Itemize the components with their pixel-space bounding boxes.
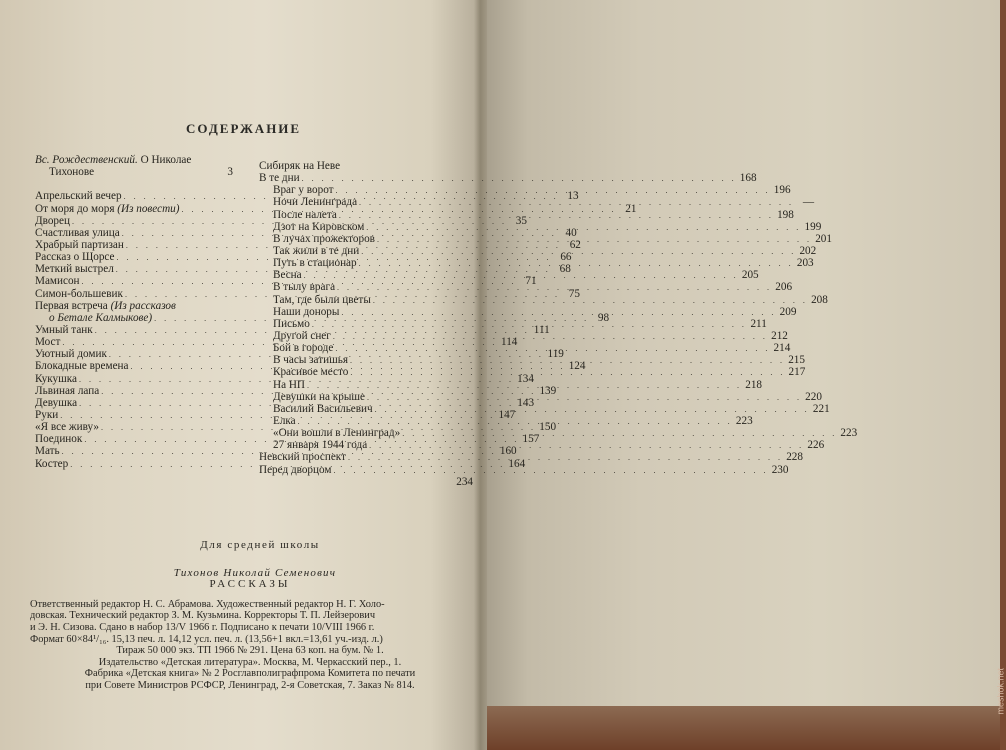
toc-entry-title-text: Враг у ворот xyxy=(273,184,334,197)
toc-entry-title-text: Счастливая улица xyxy=(35,226,120,239)
toc-entry-page: 205 xyxy=(741,269,759,282)
toc-entry-title xyxy=(259,233,375,245)
toc-entry-title xyxy=(35,166,94,178)
toc-entry-title xyxy=(259,281,335,293)
toc-entry-page: 203 xyxy=(796,257,814,270)
toc-entry-title xyxy=(35,215,70,227)
toc-entry-title xyxy=(259,196,357,208)
toc-entry-title xyxy=(35,288,123,300)
toc-entry-page: 3 xyxy=(227,166,233,179)
toc-entry-page: 164 xyxy=(508,457,526,470)
toc-entry-title-text: Дзот на Кировском xyxy=(273,220,365,233)
toc-entry-page: — xyxy=(802,196,815,209)
toc-entry-title-text: Там, где были цветы xyxy=(273,293,371,306)
toc-entry-page: 147 xyxy=(498,408,516,421)
author-name: Тихонов Николай Семенович xyxy=(173,566,337,579)
toc-entry-page: 62 xyxy=(569,238,581,251)
toc-entry-title-text: В лучах прожекторов xyxy=(273,232,375,245)
toc-entry-page: 211 xyxy=(750,317,767,330)
toc-entry xyxy=(259,160,473,172)
toc-entry-title-text: Дворец xyxy=(35,214,70,227)
toc-entry-title-text: Мать xyxy=(35,445,60,458)
audience-note: Для средней школы xyxy=(200,539,320,551)
toc-dot-leader xyxy=(307,380,742,392)
toc-entry-title-text: Уютный домик xyxy=(35,348,107,361)
imprint-block xyxy=(30,540,470,692)
toc-entry-title xyxy=(259,342,333,354)
toc-entry-title-text: Так жили в те дни xyxy=(273,244,360,257)
toc-entry xyxy=(259,476,473,488)
toc-entry-title xyxy=(35,324,93,336)
toc-dot-leader xyxy=(366,222,801,234)
toc-entry-title xyxy=(259,415,296,427)
toc-entry-page: 209 xyxy=(779,305,797,318)
toc-dot-leader xyxy=(402,428,837,440)
toc-entry-title-text: Девушка xyxy=(35,396,78,409)
toc-entry-title xyxy=(259,209,337,221)
toc-dot-leader xyxy=(373,295,808,307)
toc-entry-title-text: Василий Васильевич xyxy=(273,402,373,415)
imprint-line: Тираж 50 000 экз. ТП 1966 № 291. Цена 63 коп. на бум. № 1. xyxy=(116,645,384,657)
toc-dot-leader xyxy=(369,440,804,452)
toc-entry-title xyxy=(259,245,359,257)
toc-entry-title-text: Невский проспект xyxy=(259,451,346,464)
toc-entry-title xyxy=(259,366,348,378)
toc-entry-title xyxy=(259,464,331,476)
toc-entry-title xyxy=(259,294,371,306)
toc-entry-title-text: «Я все живу» xyxy=(35,421,100,434)
toc-dot-leader xyxy=(302,173,737,185)
toc-entry-title xyxy=(35,409,58,421)
toc-entry-title-text: О Николае xyxy=(137,154,192,166)
watermark: meshok.net xyxy=(996,668,1006,715)
toc-entry-title xyxy=(259,306,339,318)
toc-entry-page: 234 xyxy=(456,475,473,488)
toc-entry-title-italic: (Из повести) xyxy=(117,202,180,215)
toc-entry-title-text: Костер xyxy=(35,457,69,470)
toc-entry-page: 196 xyxy=(773,184,791,197)
toc-heading: СОДЕРЖАНИЕ xyxy=(186,121,302,136)
toc-entry-title xyxy=(35,251,115,263)
toc-entry-page: 214 xyxy=(773,342,791,355)
toc-entry-title-text: Мост xyxy=(35,336,61,349)
toc-entry-page: 71 xyxy=(525,275,537,288)
toc-entry-title xyxy=(35,312,152,324)
toc-entry-page: 217 xyxy=(788,366,806,379)
toc-dot-leader xyxy=(337,282,772,294)
toc-entry-page: 218 xyxy=(745,378,763,391)
toc-entry-page: 143 xyxy=(517,396,535,409)
toc-entry-page: 206 xyxy=(775,281,793,294)
toc-entry-title xyxy=(259,427,400,439)
toc-entry-title xyxy=(35,421,99,433)
toc-entry-title-text: Путь в стационар xyxy=(273,257,357,270)
toc-entry-title xyxy=(35,275,80,287)
toc-entry-page: 111 xyxy=(533,323,550,336)
toc-dot-leader xyxy=(333,331,768,343)
toc-entry-page: 201 xyxy=(815,232,832,245)
toc-entry-page: 13 xyxy=(567,190,579,203)
toc-entry-title xyxy=(259,221,364,233)
toc-entry-title xyxy=(35,348,107,360)
toc-entry-title xyxy=(259,354,348,366)
toc-entry-title xyxy=(35,263,114,275)
toc-entry-title-text: Поединок xyxy=(35,433,83,446)
toc-entry-page: 119 xyxy=(547,348,564,361)
toc-entry-title-text: Блокадные времена xyxy=(35,360,129,373)
toc-entry-page: 75 xyxy=(568,287,580,300)
imprint-line: довская. Технический редактор З. М. Кузьмина. Корректоры Т. П. Лейзерович xyxy=(30,610,376,622)
toc-entry-title-text: Письмо xyxy=(273,317,310,330)
toc-entry xyxy=(259,172,757,185)
book-title: РАССКАЗЫ xyxy=(209,578,291,591)
imprint-line: при Совете Министров РСФСР, Ленинград, 2-я Советская, 7. Заказ № 814. xyxy=(85,679,415,691)
toc-entry-page: 21 xyxy=(625,202,637,215)
toc-entry-title-text: Апрельский вечер xyxy=(35,190,122,203)
toc-entry-title-text: Тихонове xyxy=(49,166,95,179)
toc-entry-title xyxy=(259,184,334,196)
toc-entry-page: 223 xyxy=(735,414,753,427)
toc-entry-page: 98 xyxy=(597,311,610,324)
toc-entry-title xyxy=(35,227,120,239)
toc-entry-title-text: После налета xyxy=(273,208,337,221)
toc-entry-page: 223 xyxy=(840,427,858,440)
toc-entry-title xyxy=(259,160,340,172)
toc-dot-leader xyxy=(341,307,776,319)
toc-entry xyxy=(35,300,233,312)
toc-entry-page: 66 xyxy=(560,251,572,264)
toc-entry-page: 139 xyxy=(539,384,557,397)
toc-entry xyxy=(35,166,233,178)
toc-entry-title xyxy=(35,373,77,385)
toc-entry-page: 114 xyxy=(501,336,518,349)
toc-entry-title xyxy=(35,445,60,457)
toc-entry xyxy=(35,178,233,190)
toc-entry-title-text: Перед дворцом xyxy=(259,463,332,476)
toc-entry-title-text: 27 января 1944 года xyxy=(273,439,368,452)
toc-entry-page: 215 xyxy=(788,354,805,367)
toc-entry-title-text: «Они вошли в Ленинград» xyxy=(273,427,401,440)
toc-entry-title-text: От моря до моря xyxy=(35,202,118,215)
toc-entry-title-text: Умный танк xyxy=(35,323,93,336)
toc-entry-page: 160 xyxy=(499,445,517,458)
table-surface xyxy=(487,706,1000,750)
imprint-line: и Э. Н. Сизова. Сдано в набор 13/V 1966 г. Подписано к печати 10/VIII 1966 г. xyxy=(30,621,375,633)
toc-entry-page: 220 xyxy=(805,390,822,403)
toc-entry-title-text: Первая встреча xyxy=(35,299,111,312)
imprint-line: Издательство «Детская литература». Москва, М. Черкасский пер., 1. xyxy=(98,656,402,668)
toc-dot-leader xyxy=(333,465,768,477)
toc-entry-title xyxy=(35,458,68,470)
toc-entry-title xyxy=(35,336,60,348)
toc-entry-title-text: Елка xyxy=(273,414,296,427)
toc-dot-leader xyxy=(335,343,770,355)
toc-dot-leader xyxy=(361,246,796,258)
toc-dot-leader xyxy=(336,185,771,197)
toc-entry-page: 221 xyxy=(812,402,830,415)
toc-entry-title xyxy=(35,433,82,445)
toc-dot-leader xyxy=(367,392,802,404)
toc-entry-title-text: Храбрый партизан xyxy=(35,238,124,251)
toc-entry-page: 226 xyxy=(807,439,825,452)
toc-entry-page: 212 xyxy=(771,329,788,342)
toc-entry-page: 228 xyxy=(786,451,803,464)
imprint-line: Формат 60×84¹/₁₆. 15,13 печ. л. 14,12 усл. печ. л. (13,56+1 вкл.=13,61 уч.-изд. л.) xyxy=(30,633,383,645)
toc-entry-title-italic: (Из рассказов xyxy=(110,299,176,312)
toc-dot-leader xyxy=(359,258,794,270)
toc-dot-leader xyxy=(359,197,794,209)
toc-dot-leader xyxy=(377,234,812,246)
toc-entry-title xyxy=(35,154,191,166)
toc-entry-title-text: Девушки на крыше xyxy=(273,390,365,403)
toc-entry-title-text: На НП xyxy=(273,378,306,391)
toc-entry-title-text: Красивое место xyxy=(273,366,349,379)
toc-entry xyxy=(35,154,233,166)
toc-entry-title-text: В тылу врага xyxy=(273,281,336,294)
toc-entry-page: 68 xyxy=(559,263,571,276)
toc-entry-title-text: Ночи Ленинграда xyxy=(273,196,358,209)
toc-entry-page: 168 xyxy=(739,172,757,185)
toc-entry-title-text: Меткий выстрел xyxy=(35,263,114,276)
toc-entry-page: 157 xyxy=(522,433,540,446)
toc-entry-page: 230 xyxy=(771,463,789,476)
toc-entry-page: 208 xyxy=(811,293,828,306)
toc-dot-leader xyxy=(339,210,774,222)
toc-entry-page: 202 xyxy=(799,244,817,257)
toc-entry-title-text: Сибиряк на Неве xyxy=(259,160,341,172)
imprint-line: Фабрика «Детская книга» № 2 Росглавполиграфпрома Комитета по печати xyxy=(84,668,416,680)
toc-dot-leader xyxy=(348,452,783,464)
toc-entry-page: 40 xyxy=(565,226,577,239)
toc-entry-title xyxy=(35,300,176,312)
toc-entry-title xyxy=(35,239,124,251)
toc-entry-title-text: Бой в городе xyxy=(273,342,334,355)
toc-entry-title-text: Рассказ о Щорсе xyxy=(35,251,115,264)
toc-entry-title-text: Весна xyxy=(273,269,302,282)
toc-entry-page: 150 xyxy=(539,421,557,434)
toc-entry-title-text: Кукушка xyxy=(35,372,77,385)
toc-entry-title-text: Симон-большевик xyxy=(35,287,123,300)
toc-entry-title xyxy=(259,439,367,451)
toc-dot-leader xyxy=(312,319,747,331)
toc-dot-leader xyxy=(350,355,785,367)
toc-entry-title-text: В те дни xyxy=(259,172,300,185)
toc-entry-page: 124 xyxy=(568,360,586,373)
toc-entry-title-text: Другой снег xyxy=(273,329,331,342)
toc-entry-page: 134 xyxy=(517,372,534,385)
toc-entry-title-text: Руки xyxy=(35,408,59,421)
toc-entry-title xyxy=(259,403,373,415)
toc-entry-title xyxy=(259,379,305,391)
toc-entry-title xyxy=(35,190,122,202)
toc-entry-title-text: Мамисон xyxy=(35,275,80,288)
toc-dot-leader xyxy=(350,367,785,379)
toc-entry-title-text: В часы затишья xyxy=(273,354,348,367)
toc-entry-title xyxy=(259,330,331,342)
toc-entry-page: 198 xyxy=(777,208,794,221)
toc-entry-page: 35 xyxy=(515,214,527,227)
toc-entry-title xyxy=(35,397,77,409)
toc-entry-title xyxy=(35,360,128,372)
toc-entry-title xyxy=(259,172,300,184)
toc-dot-leader xyxy=(304,270,739,282)
toc-entry-title xyxy=(259,318,310,330)
toc-entry-title xyxy=(35,385,99,397)
imprint-line: Ответственный редактор Н. С. Абрамова. Художественный редактор Н. Г. Холо- xyxy=(30,598,385,610)
toc-entry-page: 199 xyxy=(804,220,822,233)
toc-entry-title-italic: Вс. Рождественский. xyxy=(35,154,138,166)
toc-entry-title xyxy=(259,269,302,281)
toc-entry-title-text: Львиная лапа xyxy=(35,384,100,397)
toc-entry-title xyxy=(259,451,346,463)
toc-entry-title xyxy=(259,391,365,403)
toc-entry-title-italic: о Бетале Калмыкове) xyxy=(49,311,153,324)
toc-entry-title xyxy=(35,203,179,215)
toc-entry-title xyxy=(259,257,357,269)
toc-entry-title-text: Наши доноры xyxy=(273,305,340,318)
